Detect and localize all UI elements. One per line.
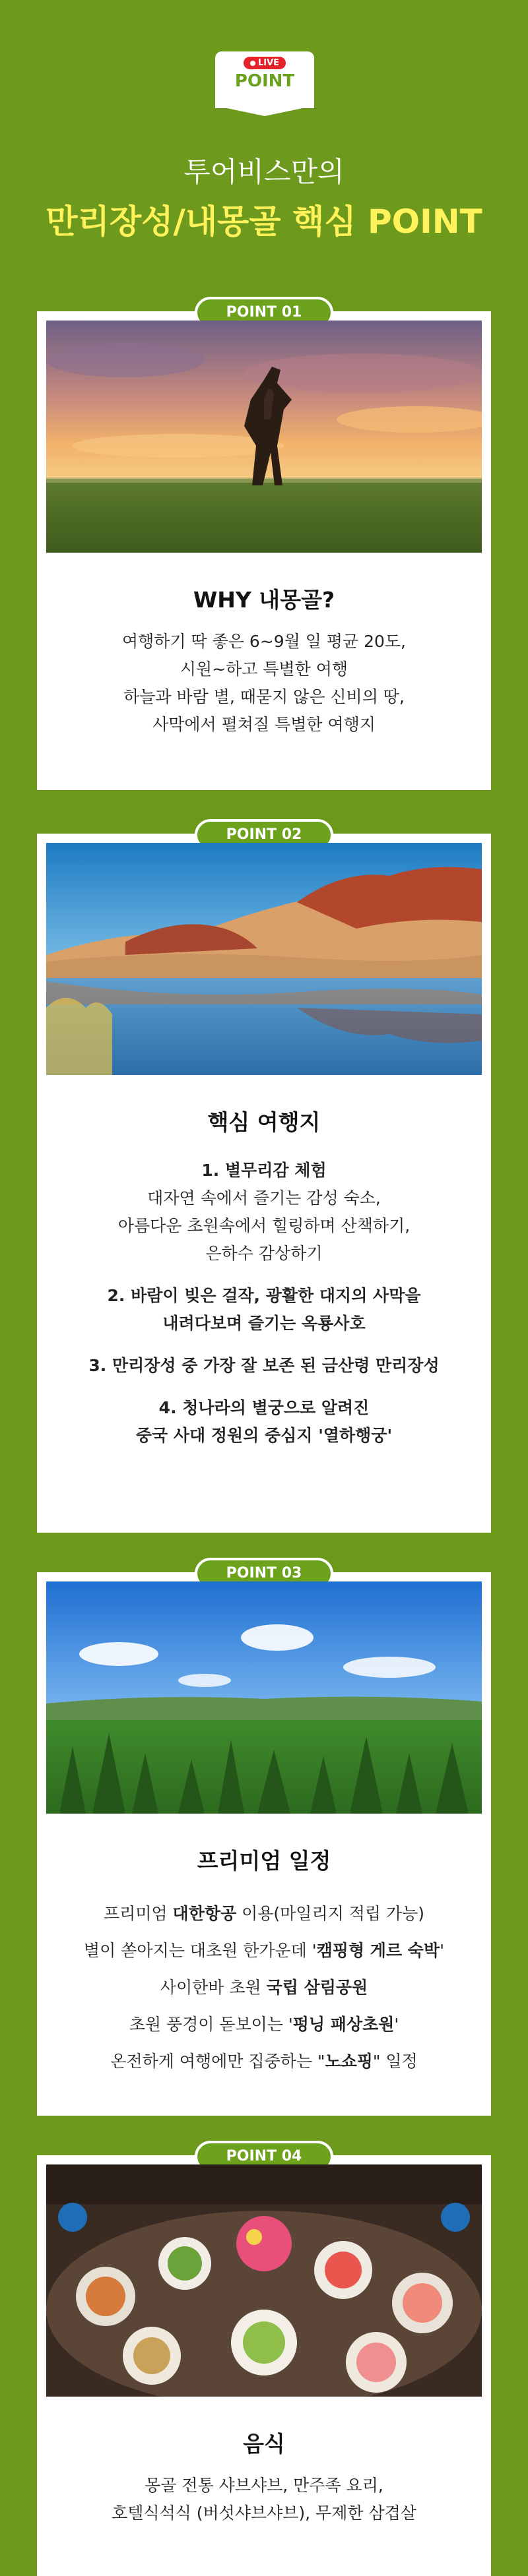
point-heading: 핵심 여행지 <box>207 1109 321 1135</box>
point-card-04 <box>37 2148 491 2576</box>
point-heading: 음식 <box>243 2431 285 2457</box>
badge-label: POINT <box>234 71 295 91</box>
point-tag: POINT 04 <box>195 2141 333 2172</box>
live-point-badge <box>215 51 314 108</box>
hero-subtitle: 투어비스만의 <box>183 156 345 188</box>
point-heading: WHY 내몽골? <box>193 587 335 613</box>
body-line: 호텔식석식 (버섯샤브샤브), 무제한 삼겹살 <box>112 2503 416 2523</box>
point-body <box>57 2472 471 2527</box>
point-heading: 프리미엄 일정 <box>197 1848 331 1874</box>
hero-title: 만리장성/내몽골 핵심 POINT <box>46 202 482 241</box>
item-title: 3. 만리장성 중 가장 잘 보존 된 금산령 만리장성 <box>88 1356 440 1375</box>
point-tag: POINT 03 <box>195 1558 333 1589</box>
hero-section <box>0 0 528 284</box>
point-tag: POINT 02 <box>195 819 333 851</box>
point-card-01 <box>37 304 491 790</box>
schedule-line: 온전하게 여행에만 집중하는 "노쇼핑" 일정 <box>110 2052 418 2071</box>
photo-horse-rider <box>46 321 482 553</box>
photo-desert-lake <box>46 843 482 1075</box>
point-card-03 <box>37 1565 491 2116</box>
body-line: 시원~하고 특별한 여행 <box>180 659 348 679</box>
body-line: 하늘과 바람 별, 때묻지 않은 신비의 땅, <box>123 687 405 706</box>
point-body <box>57 1157 471 1450</box>
item-line: 은하수 감상하기 <box>205 1244 323 1263</box>
item-title: 중국 사대 정원의 중심지 '열하행궁' <box>135 1426 393 1445</box>
item-title: 내려다보며 즐기는 옥룡사호 <box>162 1314 366 1333</box>
live-pill <box>244 57 286 69</box>
point-body <box>57 1895 471 2080</box>
live-label: LIVE <box>257 58 280 68</box>
body-line: 몽골 전통 샤브샤브, 만주족 요리, <box>145 2476 383 2495</box>
point-body <box>57 628 471 739</box>
body-line: 사막에서 펼쳐질 특별한 여행지 <box>152 715 376 734</box>
live-dot-icon <box>250 61 255 66</box>
schedule-line: 별이 쏟아지는 대초원 한가운데 '캠핑형 게르 숙박' <box>84 1941 444 1960</box>
item-line: 아름다운 초원속에서 힐링하며 산책하기, <box>117 1216 411 1235</box>
item-title: 4. 청나라의 별궁으로 알려진 <box>158 1398 370 1417</box>
item-title: 1. 별무리감 체험 <box>201 1161 327 1180</box>
food-table-image <box>46 2164 482 2397</box>
schedule-line: 사이한바 초원 국립 삼림공원 <box>160 1978 368 1997</box>
desert-lake-image <box>46 843 482 1075</box>
point-tag: POINT 01 <box>195 297 333 328</box>
photo-food <box>46 2164 482 2397</box>
horse-rider-sunset-image <box>46 321 482 553</box>
point-card-02 <box>37 826 491 1533</box>
item-line: 대자연 속에서 즐기는 감성 숙소, <box>147 1188 381 1208</box>
schedule-line: 초원 풍경이 돋보이는 '펑닝 패상초원' <box>129 2015 399 2034</box>
item-title: 2. 바람이 빚은 걸작, 광활한 대지의 사막을 <box>107 1286 421 1305</box>
body-line: 여행하기 딱 좋은 6~9월 일 평균 20도, <box>122 632 406 651</box>
schedule-line: 프리미엄 대한항공 이용(마일리지 적립 가능) <box>103 1904 425 1923</box>
forest-grassland-image <box>46 1581 482 1814</box>
photo-forest <box>46 1581 482 1814</box>
